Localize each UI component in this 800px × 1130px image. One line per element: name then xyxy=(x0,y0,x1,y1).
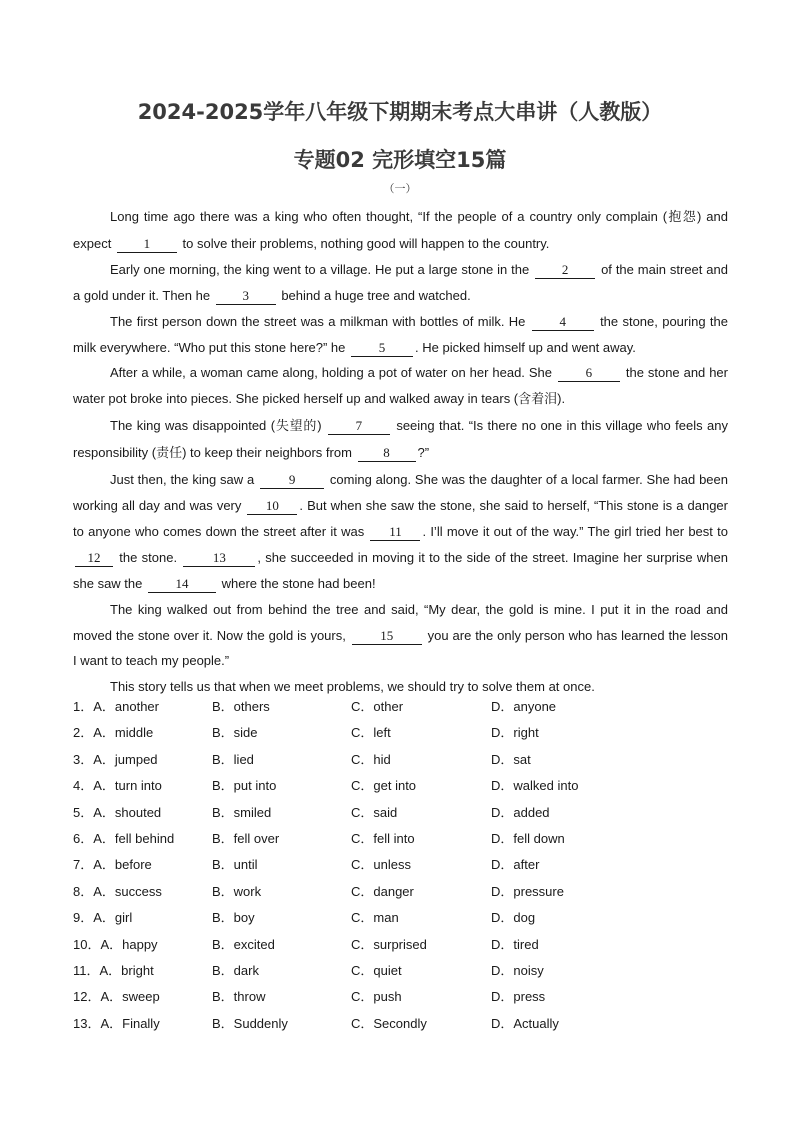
paragraph-7: The king walked out from behind the tree and said, “My dear, the gold is mine. I put it in the road and moved the stone over it. Now the gold is yours, 15 you are the only person who has learned the lesson I want to teach my people.” xyxy=(73,601,728,669)
blank-6[interactable]: 6 xyxy=(558,365,620,382)
option-c[interactable]: C．get into xyxy=(351,778,417,794)
option-a[interactable]: 2．A．middle xyxy=(73,725,154,741)
question-row xyxy=(73,1011,733,1037)
option-a[interactable]: 1．A．another xyxy=(73,699,159,714)
option-d[interactable]: D．right xyxy=(491,725,539,741)
chinese-gloss: 责任 xyxy=(156,446,183,462)
blank-14[interactable]: 14 xyxy=(148,576,216,593)
paragraph-4: After a while, a woman came along, holding a pot of water on her head. She 6 the stone and her water pot broke into pieces. She picked herself up and walked away in tears (含着泪). xyxy=(73,365,728,408)
option-b[interactable]: B．until xyxy=(212,857,258,873)
question-row xyxy=(73,720,733,746)
question-row xyxy=(73,800,733,826)
option-d[interactable]: D．walked into xyxy=(491,778,579,794)
page-subtitle: 专题02 完形填空15篇 xyxy=(293,148,507,172)
option-b[interactable]: B．excited xyxy=(212,936,275,952)
question-row xyxy=(73,747,733,773)
question-row xyxy=(73,984,733,1010)
option-d[interactable]: D．dog xyxy=(491,910,536,926)
option-a[interactable]: 4．A．turn into xyxy=(73,778,162,794)
chinese-gloss: 含着泪 xyxy=(518,392,558,408)
option-d[interactable]: D．after xyxy=(491,857,540,873)
blank-1[interactable]: 1 xyxy=(117,236,177,253)
option-c[interactable]: C．unless xyxy=(351,857,411,873)
blank-7[interactable]: 7 xyxy=(328,418,390,435)
paragraph-2: Early one morning, the king went to a village. He put a large stone in the 2 of the main street and a gold under it. Then he 3 behind a huge tree and watched. xyxy=(73,261,728,303)
question-row xyxy=(73,958,733,984)
option-d[interactable]: D．fell down xyxy=(491,830,565,846)
option-b[interactable]: B．fell over xyxy=(212,830,280,846)
question-row xyxy=(73,879,733,905)
blank-13[interactable]: 13 xyxy=(183,550,255,567)
paragraph-5: The king was disappointed (失望的) 7 seeing that. “Is there no one in this village who feels any responsibility (责任) to keep their neighbors from 8 ?” xyxy=(73,418,728,462)
cloze-passage xyxy=(73,204,728,700)
option-d[interactable]: D．pressure xyxy=(491,883,564,899)
option-b[interactable]: B．put into xyxy=(212,778,277,794)
blank-9[interactable]: 9 xyxy=(260,472,324,489)
question-row xyxy=(73,773,733,799)
page-title: 2024-2025学年八年级下期期末考点大串讲（人教版） xyxy=(137,100,663,124)
option-b[interactable]: B．boy xyxy=(212,910,255,926)
option-c[interactable]: C．quiet xyxy=(351,962,402,978)
option-a[interactable]: 3．A．jumped xyxy=(73,751,158,767)
blank-5[interactable]: 5 xyxy=(351,340,413,357)
paragraph-6: Just then, the king saw a 9 coming along. She was the daughter of a local farmer. She had been working all day and was very 10 . But when she saw the stone, she said to herself, “This stone is a danger to anyone who comes down the street after it was 11 . I’ll move it out of the way.” The girl tried her best to 12 the stone. 13 , she succeeded in moving it to the side of the street. Imagine her surprise when she saw the 14 where the stone had been! xyxy=(73,472,728,591)
option-a[interactable]: 12．A．sweep xyxy=(73,989,160,1005)
option-c[interactable]: C．danger xyxy=(351,883,414,899)
option-b[interactable]: B．Suddenly xyxy=(212,1015,288,1031)
blank-12[interactable]: 12 xyxy=(75,550,113,567)
option-d[interactable]: D．sat xyxy=(491,751,531,767)
question-row xyxy=(73,826,733,852)
option-d[interactable]: D．Actually xyxy=(491,1015,559,1031)
option-c[interactable]: C．said xyxy=(351,804,398,820)
option-a[interactable]: 11．A．bright xyxy=(73,962,154,978)
question-row xyxy=(73,932,733,958)
option-a[interactable]: 5．A．shouted xyxy=(73,804,162,820)
blank-4[interactable]: 4 xyxy=(532,314,594,331)
option-a[interactable]: 7．A．before xyxy=(73,857,152,873)
option-a[interactable]: 9．A．girl xyxy=(73,910,133,926)
option-c[interactable]: C．man xyxy=(351,910,399,926)
option-d[interactable]: D．tired xyxy=(491,936,539,952)
option-b[interactable]: B．side xyxy=(212,725,258,741)
option-d[interactable]: D．added xyxy=(491,804,550,820)
section-number: （一） xyxy=(383,182,417,195)
option-d[interactable]: D．anyone xyxy=(491,699,557,714)
option-c[interactable]: C．surprised xyxy=(351,936,427,952)
answer-options xyxy=(73,694,733,1037)
option-b[interactable]: B．dark xyxy=(212,962,259,978)
paragraph-3: The first person down the street was a milkman with bottles of milk. He 4 the stone, pouring the milk everywhere. “Who put this stone here?” he 5 . He picked himself up and went away. xyxy=(73,313,728,355)
blank-8[interactable]: 8 xyxy=(358,445,416,462)
question-row xyxy=(73,852,733,878)
option-c[interactable]: C．left xyxy=(351,725,391,741)
question-row xyxy=(73,905,733,931)
option-a[interactable]: 6．A．fell behind xyxy=(73,830,175,846)
blank-2[interactable]: 2 xyxy=(535,262,595,279)
option-b[interactable]: B．others xyxy=(212,699,270,714)
option-a[interactable]: 10．A．happy xyxy=(73,936,158,952)
option-b[interactable]: B．work xyxy=(212,883,262,899)
option-c[interactable]: C．push xyxy=(351,989,402,1005)
option-d[interactable]: D．press xyxy=(491,989,546,1005)
option-d[interactable]: D．noisy xyxy=(491,962,544,978)
option-b[interactable]: B．lied xyxy=(212,751,254,767)
paragraph-1: Long time ago there was a king who often thought, “If the people of a country only complain (抱怨) and expect 1 to solve their problems, nothing good will happen to the country. xyxy=(73,209,728,251)
option-c[interactable]: C．fell into xyxy=(351,830,415,846)
option-a[interactable]: 13．A．Finally xyxy=(73,1015,160,1031)
blank-15[interactable]: 15 xyxy=(352,628,422,645)
option-b[interactable]: B．smiled xyxy=(212,804,272,820)
blank-10[interactable]: 10 xyxy=(247,498,297,515)
blank-11[interactable]: 11 xyxy=(370,524,420,541)
option-a[interactable]: 8．A．success xyxy=(73,883,162,899)
option-c[interactable]: C．hid xyxy=(351,751,391,767)
blank-3[interactable]: 3 xyxy=(216,288,276,305)
chinese-gloss: 失望的 xyxy=(275,419,318,435)
paragraph-8: This story tells us that when we meet problems, we should try to solve them at once. xyxy=(110,679,595,695)
question-row xyxy=(73,694,733,720)
chinese-gloss: 抱怨 xyxy=(667,210,698,225)
option-c[interactable]: C．other xyxy=(351,699,404,714)
option-c[interactable]: C．Secondly xyxy=(351,1015,427,1031)
option-b[interactable]: B．throw xyxy=(212,989,266,1005)
